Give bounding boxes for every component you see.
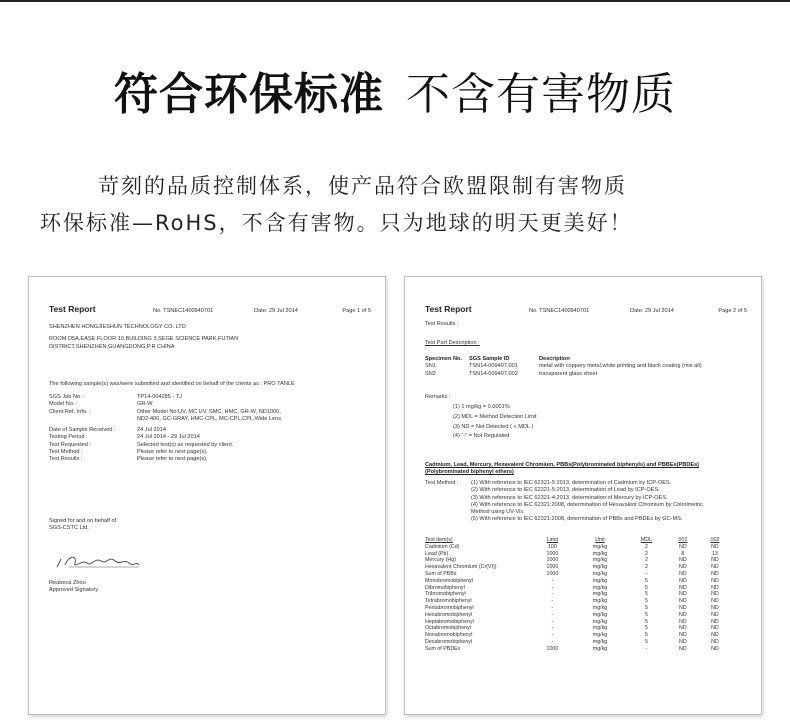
table-cell: Tribromobiphenyl <box>425 591 466 598</box>
field-value-line: 24 Jul 2014 <box>137 427 166 434</box>
test-method-block <box>425 480 749 524</box>
specimen-table <box>425 356 749 378</box>
table-cell: ND <box>679 577 687 584</box>
table-row <box>425 625 731 632</box>
table-cell: 5 <box>645 584 648 591</box>
table-header-cell: Unit <box>595 537 605 543</box>
table-cell: 100 <box>547 543 557 550</box>
field-label: Date of Sample Received : <box>49 427 116 434</box>
table-cell: Dibromobiphenyl <box>425 584 465 591</box>
report-date: Date: 29 Jul 2014 <box>254 308 298 314</box>
table-cell: mg/kg <box>592 564 608 571</box>
test-report-page-2 <box>404 276 762 715</box>
intro-line-2: 环保标准—RoHS，不含有害物。只为地球的明天更美好！ <box>40 211 633 235</box>
table-cell: - <box>551 591 554 598</box>
signed-line-2: SGS-CSTC Ltd. <box>49 525 89 532</box>
table-header-cell: 001 <box>678 537 688 543</box>
table-cell: ND <box>711 618 719 625</box>
test-method-item: Method using UV-Vis. <box>471 509 525 516</box>
table-cell: - <box>551 638 554 645</box>
remark-item: (3) ND = Not Detected ( < MDL ) <box>453 423 534 430</box>
table-cell: ND <box>679 632 687 639</box>
field-value-line: Other Model No:UV, MC UV, SMC, HMC, GR-W, ND1000, <box>137 408 281 415</box>
table-cell: Octabromobiphenyl <box>425 625 471 632</box>
table-row <box>425 564 731 571</box>
report-title: Test Report <box>49 304 96 314</box>
table-cell: Monobromobiphenyl <box>425 577 473 584</box>
test-method-item: (2) With reference to IEC 62321-5:2013, determination of Lead by ICP-OES. <box>471 487 660 494</box>
signed-line-1: Signed for and on behalf of <box>49 518 117 524</box>
table-row <box>425 585 731 592</box>
page-title <box>0 58 790 122</box>
report-header <box>49 304 371 317</box>
test-method-label: Test Method : <box>425 480 459 486</box>
table-cell: Sum of PBBs <box>425 570 457 577</box>
client-address-1: ROOM D5A,EASE FLOOR 10,BUILDING 3,SEGE SCIENCE PARK,FUTIAN <box>49 336 239 343</box>
table-row <box>425 551 731 558</box>
table-cell: mg/kg <box>592 577 608 584</box>
signature-mark <box>55 549 141 571</box>
table-row <box>425 544 731 551</box>
field-value-line: GR-W <box>137 401 153 408</box>
title-part-2: 不含有害物质 <box>406 69 676 120</box>
table-cell: 5 <box>645 598 648 605</box>
field-value-line: ND2-400, GC-GRAY, HMC-CPL, MC-CPL,CPL,Wide Lens <box>137 415 282 422</box>
table-cell: 5 <box>645 625 648 632</box>
table-cell: mg/kg <box>592 570 608 577</box>
table-cell: ND <box>679 611 687 618</box>
table-cell: Hexavalent Chromium (Cr(VI)) <box>425 564 497 571</box>
table-cell: 1000 <box>546 645 559 652</box>
remarks-label: Remarks : <box>425 394 451 400</box>
table-cell: mg/kg <box>592 625 608 632</box>
specimen-header: Specimen No. SGS Sample ID Description <box>425 356 570 362</box>
table-row <box>425 646 731 653</box>
table-cell: Lead (Pb) <box>425 550 449 557</box>
table-cell: Tetrabromobiphenyl <box>425 598 472 605</box>
table-cell: ND <box>711 570 719 577</box>
table-cell: 1000 <box>546 564 559 571</box>
table-cell: 5 <box>645 632 648 639</box>
table-cell: 1000 <box>546 557 559 564</box>
table-cell: 5 <box>645 638 648 645</box>
specimen-row <box>425 371 749 378</box>
table-cell: mg/kg <box>592 543 608 550</box>
table-cell: mg/kg <box>592 618 608 625</box>
part-description-label: Test Part Description : <box>425 340 480 346</box>
field-row <box>49 434 373 441</box>
report-number: No. TSNEC1400940701 <box>153 308 214 314</box>
field-value <box>137 394 373 401</box>
table-cell: 8 <box>681 550 685 557</box>
table-cell: ND <box>679 557 687 564</box>
table-cell: 2 <box>645 557 648 564</box>
table-cell: - <box>645 570 648 577</box>
table-row <box>425 612 731 619</box>
field-value-line: Please refer to next page(s). <box>137 456 208 463</box>
table-cell: Pentabromobiphenyl <box>425 604 474 611</box>
field-value-line: TP14-004285 - TJ <box>137 394 182 400</box>
specimen-row <box>425 363 749 370</box>
table-cell: Sum of PBDEs <box>425 645 461 652</box>
remark-item: (2) MDL = Method Detection Limit <box>453 413 537 420</box>
specimen-id: TSN14-009407.002 <box>469 370 518 377</box>
remarks-list <box>425 404 749 443</box>
report-date: Date: 29 Jul 2014 <box>630 308 674 314</box>
field-label: SGS Job No. : <box>49 394 85 400</box>
table-cell: - <box>551 604 554 611</box>
table-cell: 2 <box>645 564 648 571</box>
table-cell: 5 <box>645 604 648 611</box>
table-cell: - <box>551 584 554 591</box>
table-cell: ND <box>711 638 719 645</box>
field-value <box>137 409 373 424</box>
table-cell: Hexabromobiphenyl <box>425 611 473 618</box>
table-row <box>425 619 731 626</box>
table-cell: 2 <box>645 543 648 550</box>
client-block <box>49 324 373 351</box>
table-cell: Cadmium (Cd) <box>425 543 460 550</box>
signer-block <box>49 580 373 595</box>
specimen-no: SN1 <box>425 363 436 370</box>
test-method-item: (4) With reference to IEC 62321:2008, determination of Hexavalent Chromium by Colorimetric <box>471 501 703 508</box>
field-row <box>49 401 373 408</box>
field-value-line: Selected test(s) as requested by client. <box>137 441 234 448</box>
table-cell: mg/kg <box>592 584 608 591</box>
table-cell: ND <box>711 611 719 618</box>
field-row <box>49 394 373 401</box>
table-cell: Nonabromobiphenyl <box>425 632 473 639</box>
table-cell: mg/kg <box>592 638 608 645</box>
table-cell: ND <box>711 598 719 605</box>
test-method-item: (5) With reference to IEC 62321:2008, determination of PBBs and PBDEs by GC-MS. <box>471 516 683 523</box>
table-cell: ND <box>679 591 687 598</box>
table-cell: Decabromobiphenyl <box>425 638 473 645</box>
table-cell: ND <box>711 625 719 632</box>
table-cell: mg/kg <box>592 604 608 611</box>
table-header-cell: 002 <box>710 537 720 543</box>
signer-title: Approved Signatory <box>49 587 99 594</box>
field-value <box>137 449 373 456</box>
table-cell: - <box>551 611 554 618</box>
table-row <box>425 578 731 585</box>
table-row <box>425 591 731 598</box>
report-number: No. TSNEC1400940701 <box>529 308 590 314</box>
section-title-line-2: (Polybrominated biphenyl ethers) <box>425 469 514 476</box>
report-title: Test Report <box>425 304 472 314</box>
table-cell: mg/kg <box>592 611 608 618</box>
field-row <box>49 456 373 463</box>
table-cell: - <box>551 618 554 625</box>
client-address-2: DISTRICT,SHENZHEN,GUANGDONG,P.R CHINA <box>49 343 175 350</box>
table-cell: - <box>551 577 554 584</box>
table-cell: - <box>551 632 554 639</box>
table-row <box>425 632 731 639</box>
table-cell: ND <box>711 632 719 639</box>
sample-statement: The following sample(s) was/were submitted and identified on behalf of the clients as : PRO TANLE <box>49 381 295 387</box>
field-label: Testing Period : <box>49 434 88 441</box>
intro-line-1: 苛刻的品质控制体系，使产品符合欧盟限制有害物质 <box>98 174 627 198</box>
table-cell: mg/kg <box>592 591 608 598</box>
table-header-cell: MDL <box>640 537 653 543</box>
test-method-item: (3) With reference to IEC 62321-4:2013, determination of Mercury by ICP-OES. <box>471 494 668 501</box>
field-value-line: Please refer to next page(s). <box>137 449 208 456</box>
results-table <box>425 537 731 653</box>
table-cell: mg/kg <box>592 557 608 564</box>
field-value <box>137 442 373 449</box>
table-cell: mg/kg <box>592 550 608 557</box>
test-method-item: (1) With reference to IEC 62321-5:2013, determination of Cadmium by ICP-OES. <box>471 480 672 486</box>
table-row <box>425 598 731 605</box>
report-page: Page 1 of 5 <box>342 308 371 314</box>
table-cell: ND <box>711 557 719 564</box>
table-cell: ND <box>679 564 687 571</box>
table-cell: mg/kg <box>592 598 608 605</box>
table-cell: 2 <box>645 550 648 557</box>
title-part-1: 符合环保标准 <box>114 69 384 120</box>
table-cell: ND <box>711 584 719 591</box>
table-cell: ND <box>711 543 719 550</box>
field-label: Test Requested : <box>49 441 91 448</box>
table-cell: ND <box>711 577 719 584</box>
table-cell: - <box>645 645 648 652</box>
table-header-cell: Limit <box>546 537 558 543</box>
table-cell: 1000 <box>546 570 559 577</box>
report-page: Page 2 of 5 <box>718 308 747 314</box>
table-cell: ND <box>711 604 719 611</box>
section-title-line-1: Cadmium, Lead, Mercury, Hexavalent Chromium, PBBs(Polybrominated biphenyls) and PBBEs(PBDEs) <box>425 462 700 468</box>
specimen-no: SN2 <box>425 370 436 377</box>
results-table-wrap <box>425 537 731 653</box>
table-row <box>425 557 731 564</box>
test-report-page-1 <box>28 276 386 715</box>
table-cell: ND <box>679 543 687 550</box>
table-cell: ND <box>679 625 687 632</box>
sample-fields <box>49 394 373 464</box>
field-label: Model No. : <box>49 401 78 408</box>
table-cell: 13 <box>711 550 718 557</box>
field-label: Test Method : <box>49 449 83 456</box>
table-cell: ND <box>679 638 687 645</box>
remark-item: (1) 1 mg/kg = 0.0001% <box>453 404 510 410</box>
table-cell: ND <box>679 645 687 652</box>
table-cell: - <box>551 625 554 632</box>
table-cell: ND <box>679 570 687 577</box>
specimen-description: metal with coppery metal,white printing and black coating (mix all) <box>539 363 702 370</box>
table-header-cell: Test Item(s) <box>425 537 453 543</box>
table-cell: Heptabromobiphenyl <box>425 618 474 625</box>
table-cell: ND <box>711 564 719 571</box>
table-cell: ND <box>679 598 687 605</box>
field-label: Test Results : <box>49 456 83 463</box>
table-cell: mg/kg <box>592 645 608 652</box>
table-cell: 1000 <box>546 550 559 557</box>
intro-paragraph <box>40 168 760 242</box>
field-value <box>137 427 373 434</box>
table-row <box>425 639 731 646</box>
results-label: Test Results : <box>425 321 459 327</box>
signer-name: Reabeca Zhou <box>49 580 86 586</box>
field-row <box>49 427 373 434</box>
table-cell: 5 <box>645 611 648 618</box>
table-cell: ND <box>679 618 687 625</box>
table-cell: - <box>551 598 554 605</box>
table-row <box>425 605 731 612</box>
table-cell: mg/kg <box>592 632 608 639</box>
field-row <box>49 442 373 449</box>
table-cell: 5 <box>645 591 648 598</box>
table-cell: ND <box>679 584 687 591</box>
table-cell: ND <box>711 645 719 652</box>
specimen-description: transparent glass sheet <box>539 370 598 377</box>
top-divider <box>0 0 790 2</box>
report-header <box>425 304 747 317</box>
field-row <box>49 449 373 456</box>
table-row <box>425 571 731 578</box>
table-cell: ND <box>711 591 719 598</box>
table-cell: 5 <box>645 618 648 625</box>
section-title <box>425 462 749 477</box>
remark-item: (4) "-" = Not Regulated <box>453 433 510 440</box>
table-cell: 5 <box>645 577 648 584</box>
table-cell: ND <box>679 604 687 611</box>
field-value <box>137 401 373 408</box>
field-row <box>49 409 373 424</box>
table-cell: Mercury (Hg) <box>425 557 456 564</box>
client-company: SHENZHEN HONGJIESHUN TECHNOLOGY CO. LTD <box>49 324 186 330</box>
specimen-id: TSN14-009407.001 <box>469 363 518 370</box>
signed-block <box>49 518 373 533</box>
field-value <box>137 434 373 441</box>
field-value <box>137 456 373 463</box>
field-value-line: 24 Jul 2014 - 29 Jul 2014 <box>137 434 200 441</box>
field-label: Client Ref. Info. : <box>49 408 91 415</box>
